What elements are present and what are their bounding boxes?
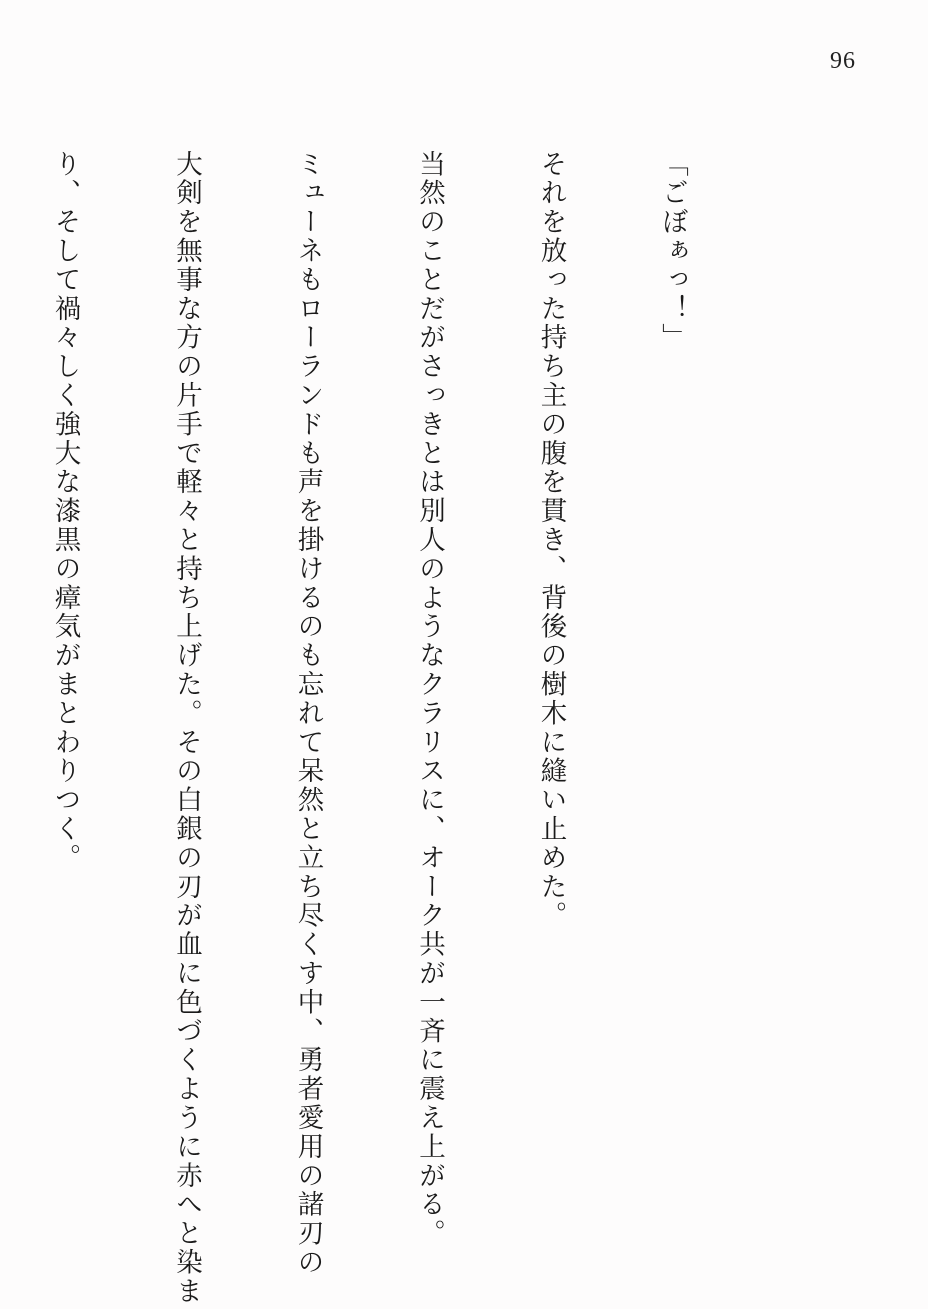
text-line: ミューネもローランドも声を掛けるのも忘れて呆然と立ち尽くす中、勇者愛用の諸刃の xyxy=(292,150,324,1278)
text-line: それを放った持ち主の腹を貫き、背後の樹木に縫い止めた。 xyxy=(535,150,567,931)
text-line: 「ごぼぁっ！」 xyxy=(657,150,688,353)
vertical-body-text xyxy=(49,150,773,1306)
text-line: り、そして禍々しく強大な漆黒の瘴気がまとわりつく。 xyxy=(49,150,81,873)
page-number: 96 xyxy=(830,48,856,74)
text-line: 大剣を無事な方の片手で軽々と持ち上げた。その白銀の刃が血に色づくように赤へと染ま xyxy=(171,150,202,1306)
text-line: 当然のことだがさっきとは別人のようなクラリスに、オーク共が一斉に震え上がる。 xyxy=(414,150,445,1249)
